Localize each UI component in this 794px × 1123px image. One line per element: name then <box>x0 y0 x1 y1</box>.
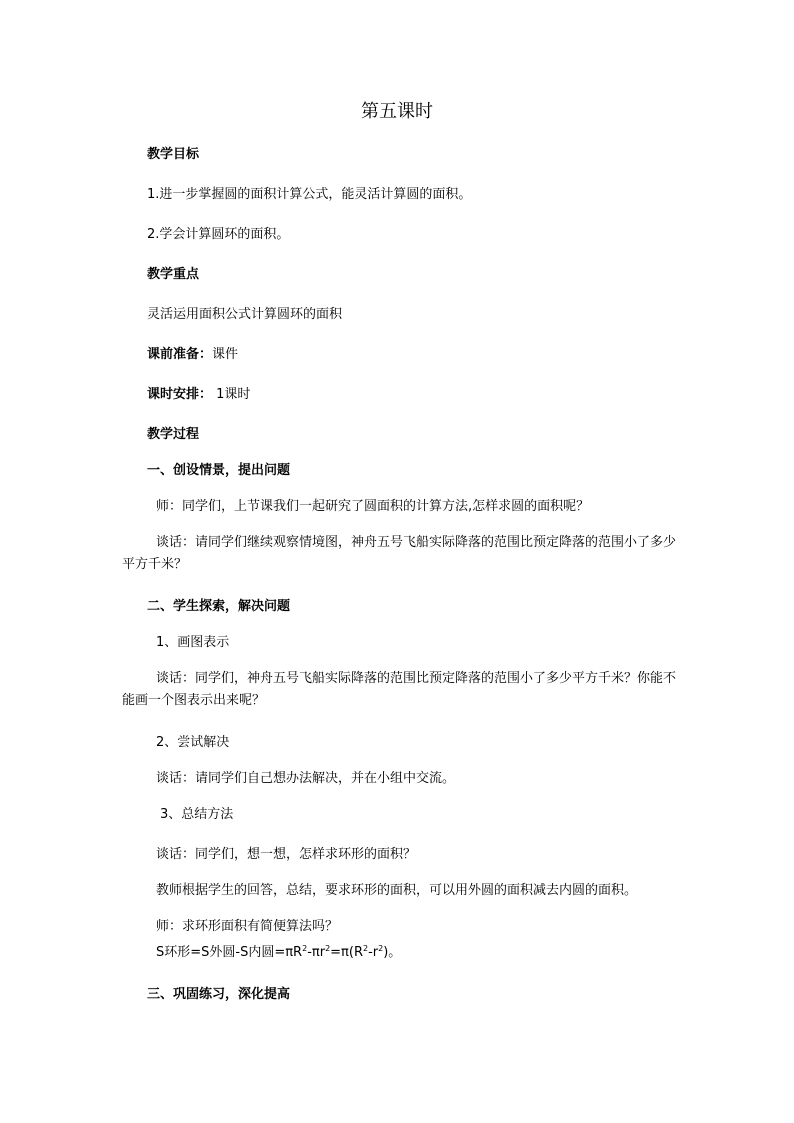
section-1-paragraph-2: 谈话：请同学们继续观察情境图，神舟五号飞船实际降落的范围比预定降落的范围小了多少平方千米？ <box>122 535 677 572</box>
step-1-label: 1、画图表示 <box>156 635 230 650</box>
section-2-heading: 二、学生探索，解决问题 <box>147 599 291 614</box>
section-2-paragraph-1: 谈话：同学们，神舟五号飞船实际降落的范围比预定降落的范围小了多少平方千米？你能不能画一个图表示出来呢？ <box>122 671 677 708</box>
page-title: 第五课时 <box>361 101 433 122</box>
section-1-heading: 一、创设情景，提出问题 <box>147 463 291 478</box>
step-2-label: 2、尝试解决 <box>156 735 230 750</box>
section-3-heading: 三、巩固练习，深化提高 <box>147 987 291 1002</box>
schedule-label: 课时安排： <box>147 387 213 402</box>
focus-heading: 教学重点 <box>147 267 200 282</box>
prep-value: 课件 <box>212 347 239 362</box>
section-2-paragraph-3: 谈话：同学们，想一想，怎样求环形的面积？ <box>156 847 417 862</box>
goals-heading: 教学目标 <box>147 147 200 162</box>
section-2-paragraph-5: 师：求环形面积有简便算法吗？ <box>156 919 339 934</box>
section-2-paragraph-2: 谈话：请同学们自己想办法解决，并在小组中交流。 <box>156 771 456 786</box>
prep-line <box>147 346 238 364</box>
focus-text: 灵活运用面积公式计算圆环的面积 <box>147 307 343 322</box>
process-heading: 教学过程 <box>147 427 200 442</box>
step-3-label: 3、总结方法 <box>160 807 234 822</box>
schedule-value: 1课时 <box>212 387 251 402</box>
section-2-paragraph-4: 教师根据学生的回答，总结，要求环形的面积，可以用外圆的面积减去内圆的面积。 <box>156 883 638 898</box>
ring-area-formula: S环形=S外圆-S内圆$=\pi R^2-\pi r^2=\pi(R^2-r^2)$。 <box>156 944 402 960</box>
goal-item-2: 2.学会计算圆环的面积。 <box>147 227 290 242</box>
goal-item-1: 1.进一步掌握圆的面积计算公式，能灵活计算圆的面积。 <box>147 187 472 202</box>
prep-label: 课前准备： <box>147 347 213 362</box>
schedule-line <box>147 386 250 404</box>
section-1-paragraph-1: 师：同学们，上节课我们一起研究了圆面积的计算方法,怎样求圆的面积呢？ <box>156 499 590 514</box>
